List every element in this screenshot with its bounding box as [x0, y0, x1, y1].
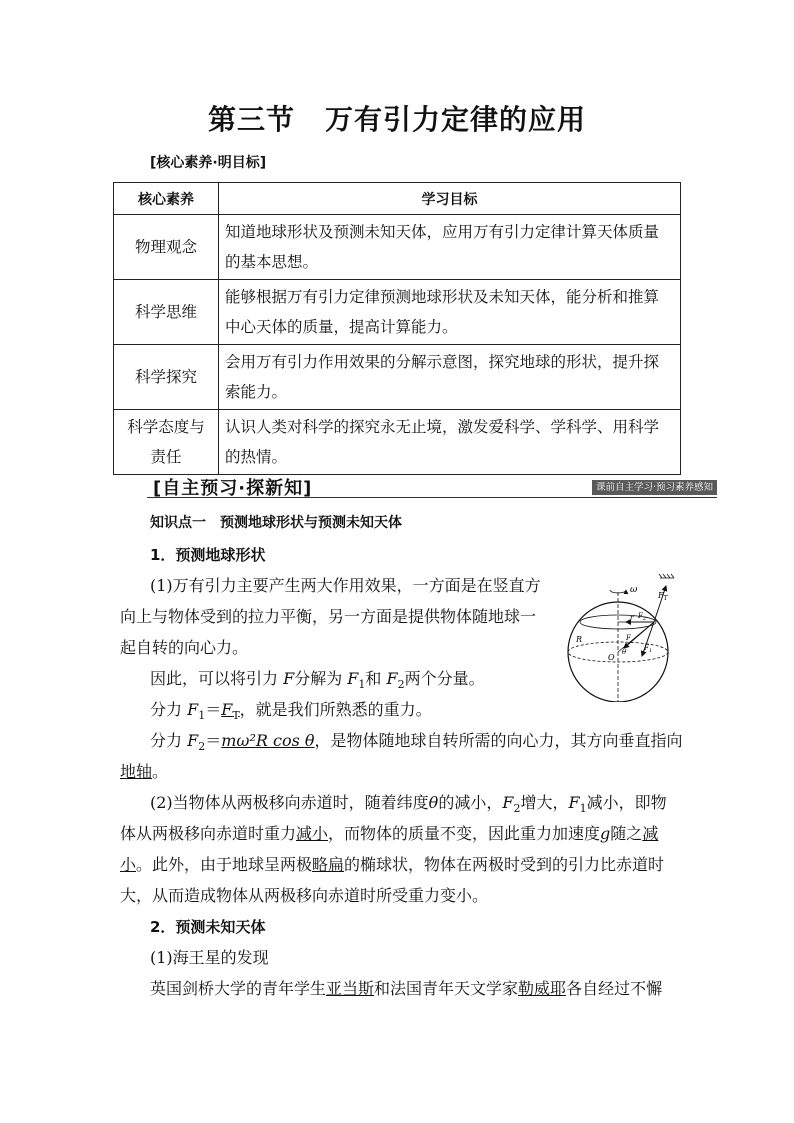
paragraph-line: 地轴。 [120, 762, 169, 781]
table-header-core: 核心素养 [114, 183, 219, 215]
f-label: F [626, 634, 631, 642]
section-label: [核心素养·明目标] [150, 155, 267, 171]
row-category: 物理观念 [114, 215, 219, 280]
f1-label: $F_1$ [644, 644, 653, 654]
table-row [114, 345, 681, 410]
paragraph-line: 起自转的向心力。 [120, 638, 249, 657]
o-label: O [608, 653, 615, 662]
answer-blank: mω²R cos θ [221, 731, 315, 750]
table-row [114, 280, 681, 345]
answer-blank: 勒威耶 [518, 979, 567, 998]
earth-force-diagram [556, 572, 686, 702]
knowledge-point-heading: 知识点一 预测地球形状与预测未知天体 [150, 515, 402, 531]
subsubsection-heading: (1)海王星的发现 [150, 948, 269, 967]
answer-blank: 地轴 [120, 762, 153, 781]
row-category: 科学思维 [114, 280, 219, 345]
theta-label: θ [622, 648, 627, 656]
big-r-label: R [576, 635, 583, 644]
row-category: 科学态度与 责任 [114, 410, 219, 475]
paragraph-line: 英国剑桥大学的青年学生亚当斯和法国青年天文学家勒威耶各自经过不懈 [150, 979, 663, 998]
f2-label: $F_2$ [638, 612, 647, 622]
paragraph-line: 小。此外，由于地球呈两极略扁的椭球状，物体在两极时受到的引力比赤道时 [120, 855, 665, 874]
omega-label: ω [630, 585, 638, 595]
ceiling-hatch [659, 574, 674, 578]
banner-tag: 课前自主学习·预习素养感知 [592, 480, 717, 495]
row-goal: 知道地球形状及预测未知天体，应用万有引力定律计算天体质量 的基本思想。 [219, 215, 681, 280]
subsection-heading: 2．预测未知天体 [150, 918, 266, 936]
paragraph-line: 因此，可以将引力 F分解为 $F_1$和 $F_2$两个分量。 [150, 669, 485, 692]
paragraph-line: 分力 $F_1=F_T$，就是我们所熟悉的重力。 [150, 700, 432, 723]
row-goal: 认识人类对科学的探究永无止境，激发爱科学、学科学、用科学 的热情。 [219, 410, 681, 475]
paragraph-line: (2)当物体从两极移向赤道时，随着纬度θ的减小，$F_2$增大，$F_1$减小，即物 [150, 793, 667, 816]
answer-blank: 小 [120, 855, 137, 874]
paragraph-line: (1)万有引力主要产生两大作用效果，一方面是在竖直方 [150, 576, 541, 595]
answer-blank: 减 [642, 824, 659, 843]
answer-blank: 略扁 [312, 855, 345, 874]
r-label: r [630, 614, 634, 622]
goals-table [113, 182, 681, 475]
answer-blank: 亚当斯 [326, 979, 375, 998]
table-row [114, 215, 681, 280]
banner-label: [自主预习·探新知] [153, 478, 313, 499]
subsection-heading: 1．预测地球形状 [150, 546, 266, 564]
paragraph-line: 大，从而造成物体从两极移向赤道时所受重力变小。 [120, 886, 489, 905]
answer-blank: $F_T$ [221, 700, 240, 723]
page-title: 第三节 万有引力定律的应用 [207, 103, 587, 136]
ft-label: $F_T$ [658, 591, 668, 602]
preview-banner [147, 474, 717, 498]
paragraph-line: 分力 $F_2=m\omega^2R$ cos θ，是物体随地球自转所需的向心力，其方向垂直指向 [150, 731, 683, 754]
table-header-goals: 学习目标 [219, 183, 681, 215]
table-row [114, 410, 681, 475]
row-category: 科学探究 [114, 345, 219, 410]
row-goal: 能够根据万有引力定律预测地球形状及未知天体，能分析和推算 中心天体的质量，提高计算能力。 [219, 280, 681, 345]
paragraph-line: 向上与物体受到的拉力平衡，另一方面是提供物体随地球一 [120, 607, 537, 626]
banner-rule [147, 497, 717, 498]
row-goal: 会用万有引力作用效果的分解示意图，探究地球的形状，提升探 索能力。 [219, 345, 681, 410]
answer-blank: 减小 [296, 824, 329, 843]
paragraph-line: 体从两极移向赤道时重力减小，而物体的质量不变，因此重力加速度g随之减 [120, 824, 659, 843]
